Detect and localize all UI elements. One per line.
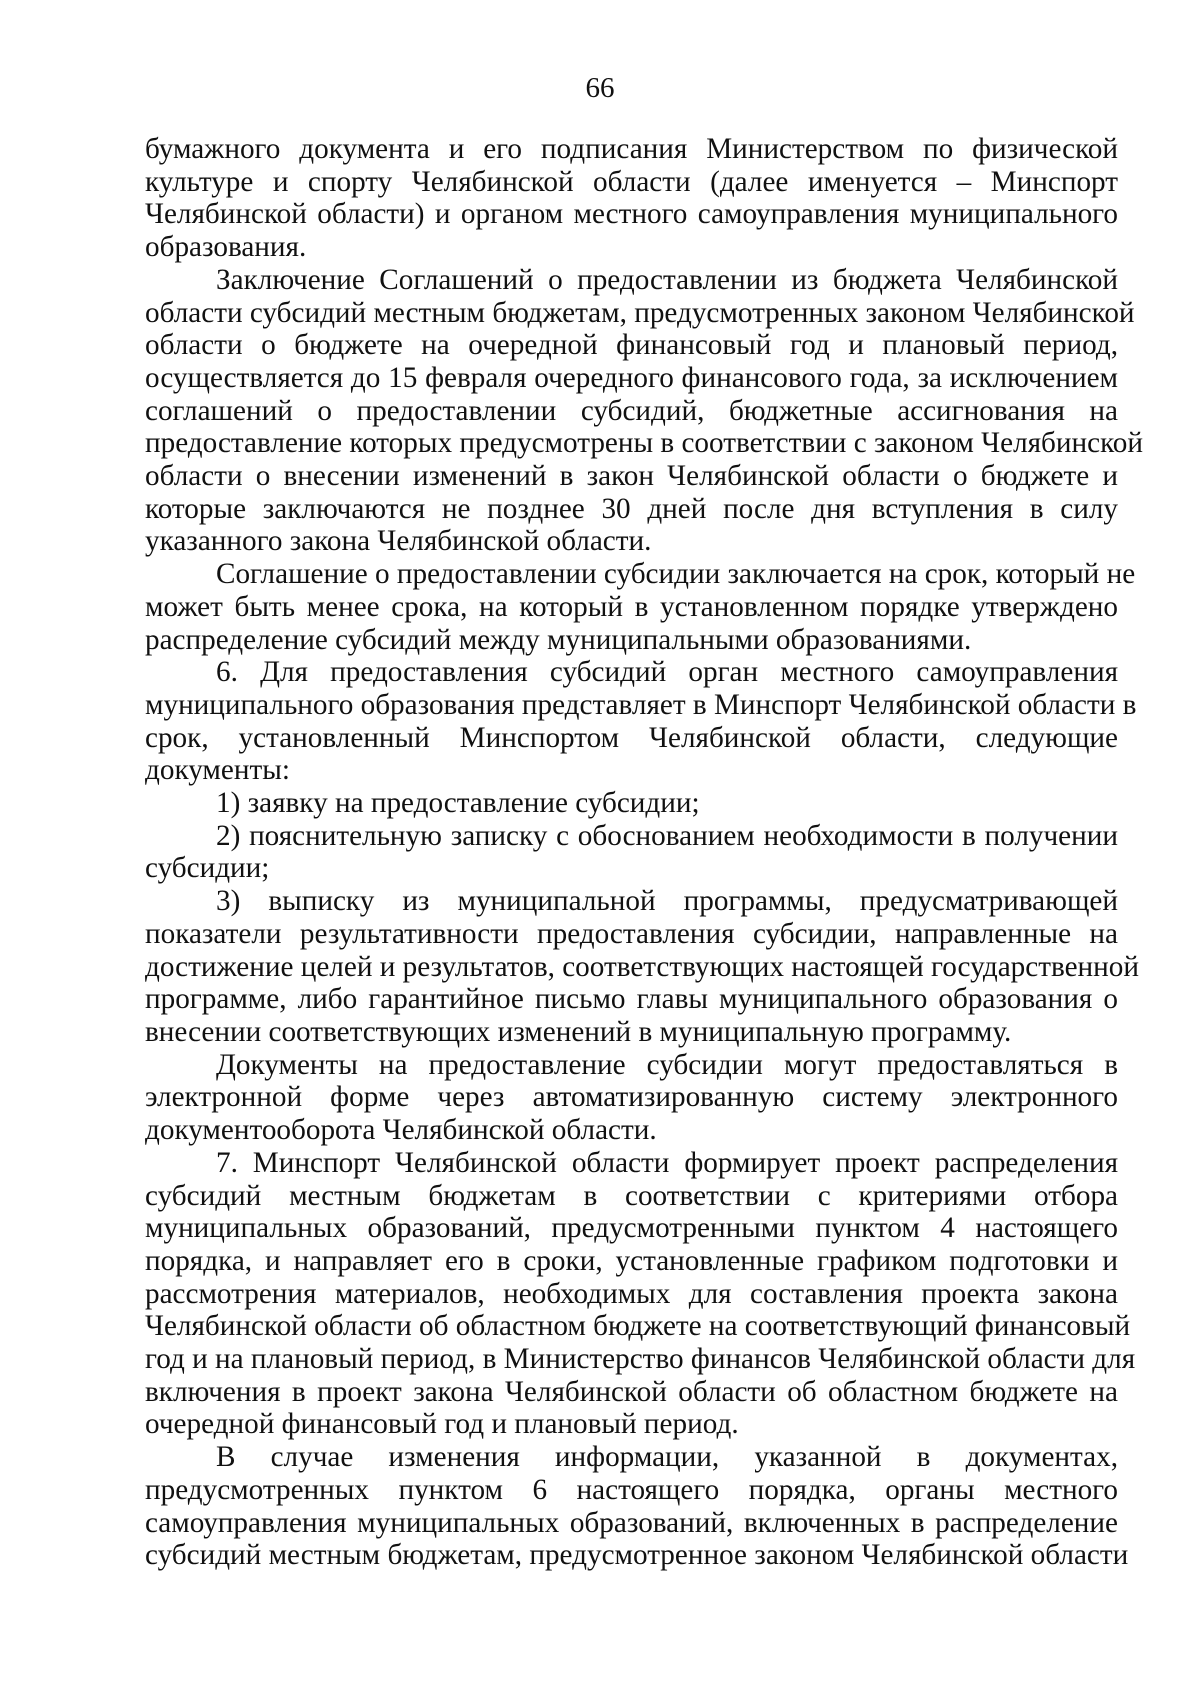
text-line: год и на плановый период, в Министерство финансов Челябинской области для bbox=[145, 1343, 1136, 1376]
text-line: которые заключаются не позднее 30 дней после дня вступления в силу bbox=[145, 492, 1118, 525]
paragraph bbox=[145, 1146, 1136, 1441]
text-line: документы: bbox=[145, 754, 290, 787]
text-line: внесении соответствующих изменений в муниципальную программу. bbox=[145, 1015, 1012, 1048]
text-line: распределение субсидий между муниципальными образованиями. bbox=[145, 623, 972, 656]
text-line: области о бюджете на очередной финансовый год и плановый период, bbox=[145, 329, 1118, 362]
text-line: указанного закона Челябинской области. bbox=[145, 525, 652, 558]
paragraph bbox=[145, 263, 1144, 558]
text-line: предоставление которых предусмотрены в соответствии с законом Челябинской bbox=[145, 427, 1144, 460]
text-line: муниципального образования представляет в Минспорт Челябинской области в bbox=[145, 688, 1137, 721]
text-line: предусмотренных пунктом 6 настоящего порядка, органы местного bbox=[145, 1473, 1118, 1506]
paragraph bbox=[145, 885, 1139, 1049]
text-line: показатели результативности предоставления субсидии, направленные на bbox=[145, 917, 1118, 950]
text-line: субсидии; bbox=[145, 852, 270, 885]
text-line: 2) пояснительную записку с обоснованием необходимости в получении bbox=[216, 819, 1118, 852]
text-line: 1) заявку на предоставление субсидии; bbox=[216, 787, 700, 820]
text-line: осуществляется до 15 февраля очередного финансового года, за исключением bbox=[145, 361, 1118, 394]
paragraph bbox=[145, 787, 1118, 820]
text-line: электронной форме через автоматизированную систему электронного bbox=[145, 1081, 1118, 1114]
paragraph bbox=[145, 1049, 1118, 1147]
text-line: 7. Минспорт Челябинской области формирует проект распределения bbox=[216, 1146, 1118, 1179]
text-line: субсидий местным бюджетам, предусмотренное законом Челябинской области bbox=[145, 1539, 1129, 1572]
text-line: культуре и спорту Челябинской области (далее именуется – Минспорт bbox=[145, 165, 1118, 198]
text-line: муниципальных образований, предусмотренными пунктом 4 настоящего bbox=[145, 1212, 1118, 1245]
text-line: программе, либо гарантийное письмо главы муниципального образования о bbox=[145, 983, 1118, 1016]
text-line: достижение целей и результатов, соответствующих настоящей государственной bbox=[145, 950, 1139, 983]
text-line: документооборота Челябинской области. bbox=[145, 1114, 657, 1147]
page-number: 66 bbox=[585, 72, 615, 104]
text-line: рассмотрения материалов, необходимых для составления проекта закона bbox=[145, 1277, 1118, 1310]
paragraph bbox=[145, 1441, 1129, 1572]
text-line: может быть менее срока, на который в установленном порядке утверждено bbox=[145, 590, 1118, 623]
text-line: срок, установленный Минспортом Челябинской области, следующие bbox=[145, 721, 1118, 754]
text-line: области субсидий местным бюджетам, предусмотренных законом Челябинской bbox=[145, 296, 1135, 329]
text-line: Документы на предоставление субсидии могут предоставляться в bbox=[216, 1048, 1118, 1081]
text-line: Челябинской области) и органом местного самоуправления муниципального bbox=[145, 198, 1118, 231]
paragraph bbox=[145, 820, 1118, 885]
text-line: бумажного документа и его подписания Министерством по физической bbox=[145, 133, 1118, 165]
text-line: В случае изменения информации, указанной в документах, bbox=[216, 1441, 1118, 1474]
text-line: образования. bbox=[145, 231, 307, 264]
text-line: самоуправления муниципальных образований, включенных в распределение bbox=[145, 1506, 1118, 1539]
paragraph bbox=[145, 133, 1118, 264]
paragraph bbox=[145, 558, 1136, 656]
text-line: области о внесении изменений в закон Челябинской области о бюджете и bbox=[145, 460, 1118, 493]
text-line: субсидий местным бюджетам в соответствии с критериями отбора bbox=[145, 1179, 1118, 1212]
text-line: очередной финансовый год и плановый период. bbox=[145, 1408, 739, 1441]
text-line: Челябинской области об областном бюджете на соответствующий финансовый bbox=[145, 1310, 1131, 1343]
text-line: включения в проект закона Челябинской области об областном бюджете на bbox=[145, 1375, 1118, 1408]
text-line: 6. Для предоставления субсидий орган местного самоуправления bbox=[216, 656, 1118, 689]
text-line: соглашений о предоставлении субсидий, бюджетные ассигнования на bbox=[145, 394, 1118, 427]
body-text bbox=[145, 133, 1144, 1572]
text-line: Заключение Соглашений о предоставлении из бюджета Челябинской bbox=[216, 263, 1118, 296]
paragraph bbox=[145, 656, 1137, 787]
text-line: 3) выписку из муниципальной программы, предусматривающей bbox=[216, 885, 1118, 918]
text-line: порядка, и направляет его в сроки, установленные графиком подготовки и bbox=[145, 1244, 1118, 1277]
text-line: Соглашение о предоставлении субсидии заключается на срок, который не bbox=[216, 558, 1136, 591]
